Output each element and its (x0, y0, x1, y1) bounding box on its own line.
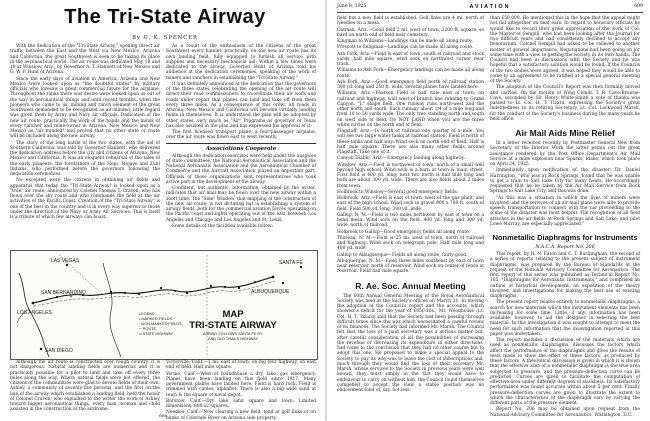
field-entry: Williams, Ariz.—Fearson Field is half mile east of town, on railroad and highway, wall west of branch line running to Grand Canyon, "L" shape field. One runway runs north-west and the other north and south. Each runway about 1/4 of a mile long and from 10 to 50 yards wide. The only tree standing north and south on west side of field. Do NOT LAND when you are the three white circles on the north end of field. (337, 91, 484, 128)
left-column-1-bottom (10, 360, 160, 414)
legend-item: ═ STATE HIGHWAY (139, 332, 174, 336)
field-entry: Barstow, Calif.—Dry lake sand square and town. Limited dimensions, 800 x2 squares. (166, 398, 316, 409)
body-paragraph: This report, by H. N. Eaton and C. T. Buckingham, the second of a series of reports relating to the present subject of instrument diaphragms, was prepared by the Bureau of Standards at the request of the National Advisory Committee for Aeronautics. The first report of this series was published as Technical Report No. 165, "Diaphragms for Aeronautic Instruments," and comprised an outline of historical development, an exposition of the theory involved, and investigations for making the best use of existing diaphragms. (490, 252, 640, 299)
byline: By G. K. SPENCER (132, 35, 198, 41)
body-paragraph: Immediately upon notification of the disaster, Dr. Daniel Harrington, "who was at Rock Springs, found that he was unable to get a train to Salt Lake City for many hours. He accordingly requested that he be taken by the Air Mail Service from Rock Springs to Salt Lake City, and this was done. (490, 168, 640, 195)
field-entry: Victorville, Calif.—1 mi. east of town, on big four highway, on east end of field. Half mile square. (166, 360, 316, 371)
section-subheading: Associations Cooperate (166, 143, 316, 152)
field-entry: Albuquerque, N. M.—Field three miles southeast by east of town near reservoir, north of reservoir. Wind sock on center of fence at reservoir. Field half mile square. (337, 258, 484, 275)
section-heading: Nonmetallic Diaphragms for Instruments (492, 233, 638, 242)
right-column-2 (490, 16, 640, 418)
body-paragraph: As a result of the enthusiasm of the citizens of the great Southwest every hamlet, practically, on the new air route has its own landing field, fully equipped to furnish all service with supplies and necessary mechanical aid. Within a few times were dedicated to the airway, Governor Hunt of Arizona told his audience at the dedication ceremonies, speaking of the work of miners and ranchers in establishing the "Tri-State Airway." (166, 44, 316, 81)
field-entry: Winslow, Ariz.—Field is northwest of town, north of a small well beyond high school. Wind sock is a barn at town & main street. First field is 400 yd. long; next two north is half mile long and both are about 300 yd. wide. There are also fields about 2 miles from town. (337, 162, 484, 189)
map-graphic (11, 251, 317, 359)
route-map (10, 250, 318, 360)
field-entry: Williams to Ash Fork—Emergency landings can be made all along route. (337, 68, 484, 79)
field-entry: field but a new field is established. Golf links are 4 mi. north of Needles on a mesa. (337, 16, 484, 27)
field-entry: Canyon Diablo, Ariz.—Emergency landing along highway. (337, 156, 466, 162)
section-heading: Air Mail Aids Mine Relief (515, 128, 615, 138)
city-label: SAN BERNARDINO (41, 290, 87, 296)
body-paragraph: No excepted were the citizens in obtaining air fields and apparatus that today the "Tri-State Airway" is looked upon as a "true" air route, announced by Colonel Thomas T. Craven, who has flown over the sky route and who commands the field at the air activities of the Pacific Coast. Creation of the "Tri-State Airway" is one of the best in the country and is in every way superior to those under the direction of the Navy or Army Air Services. This is itself is a tribute of which few airways can boast. (10, 178, 160, 220)
body-paragraph: Although the air route is constructed over rough country, it is not dangerous. Natural landing fields are numerous and it is practically possible for a pilot to land and take off every three miles along the way. Where natural fields were not offered, the citizens of the communities were glad to devote fields of their own. Ashley, a community of seventy-five persons, and the first on the line of the airway which established a landing field, held the honor of Colonel Craven, who explained to the writer the work of Ashley toward bigger aeronautical things, every man, woman and child assisted in the construction of the airdrome. (10, 360, 160, 413)
city-label: ALBUQUERQUE (251, 289, 290, 295)
body-paragraph: Confident, but authentic, information, obtained by the writer, indicates that air mail may be flown over the new airway within a short time. The "Side" Window, that mapping of the construction of the new air route, is not dictating but is establishing a system of airway fields, both for the commercial aviation forces operating on the Pacific coast and lights operating out of the east between Los Angeles and Chicago and Los Angeles and St. Louis. (166, 186, 316, 223)
body-paragraph: The 60th Annual General Meeting of the Royal Aeronautical Society was held at the Society's offices on March 31. In moving the adoption of the Council's report and the accounts, which showed a deficit for the year of £950.16s., Mr. Woodhouse (Lt. Col. H. T. Tizard) said that the Society had been passing through difficult times since the war which necessitated a careful review of its finances. The Society had informed Mr. Marsh. The Council felt that the loss of a paid secretary was a serious matter but, after careful consideration of all the possibilities of increasing the revenue or decreasing its expenditure in either directions, had come to the conclusion that they had no other course but to adopt this one. He proposed to make a special appeal to the Society to pay its way was to leave the cost of subscriptions and, much through they would find the loss of their secretary Mr. Marsh, whose services to the Society in previous years were well known, they must simply in the fact they would have to endeavour to carry on without him, the Council found themselves compelled to accept the view a stable position was no endowment fund of, say, not less (337, 293, 484, 393)
field-entry: Oatman, Ariz.—Good field 2 mi. west of town, 2200 ft. square, so hard on north end of field near cemetery. (337, 27, 484, 38)
body-paragraph: The report includes a discussion of the materials which are used as nonmetallic diaphragms, discusses the factors which affect the performance of the diaphragms and gives the results of tests made to show the effect of these factors, as produced by these factors. A theoretical discussion is given in which it is shown that the effective area of a nonmetallic diaphragm is the true area subjected to pressure, and the pressure-deflection curve can be predicted. Curves are given to facilitate the computation of effective area under different degrees of slackness. Its satisfactory performance was found accurate within about 5 per cent. Finally pressure-deflection curves are given to illustrate the extent to which the characteristics of the diaphragm vary by varying the different parts of the pressure element. (490, 338, 640, 406)
field-entry: Flagstaff, Ariz.—Is north of railroad one quarter of a mile. You will see two large water tanks at railroad station, Field is north of these tanks and half way. Wind sock on north end of field. Half is half mile square. There are also many other fields around Flagstaff. Take one of it. (337, 129, 484, 155)
body-paragraph: Report No. 206 may be obtained upon request from the National Advisory Committee for Aeronautics, Washington, D.C. (490, 407, 640, 418)
left-column-2 (166, 44, 316, 249)
field-entry: Thoreau, N. M.—Field is 25 mi. west of town, north of railroad and highway. Wind sock on telegraph pole. Half mile long and 400 yd. wide. (337, 235, 484, 252)
field-entry: Needles, Calif.—Now clearing a new field, tend at golf links or on banks of Colorado River on Arizona side property. (166, 410, 316, 421)
right-column-1 (337, 16, 484, 414)
body-paragraph: Since the early days of aviation in America, Arizona and New Mexico were looked upon as "the doubtful states" by military officials who foresaw a great commercial future for the airplane. Throughout the ranks there was desire were looked upon as out of the way in aeronautical things and until recent months, when the pioneers who came to us, mining and ranch element of the great Southwest demanded to be recognized as air-minded, little regard was given them by Army and Navy air officials. Dedication of the new air route, practically the work of the hands and the minds of every rancher and mine-owner in Arizona, New Mexico and New Mexico as "air minded" and proved that no other state or route will be included along the new airway. (10, 76, 160, 140)
city-label: SANTA FE (279, 260, 303, 266)
journal-name: AVIATION (469, 4, 511, 10)
map-title: MAP (222, 309, 244, 320)
field-entry: Gallup to Albuquerque—Fields all along route, fairly good. (337, 252, 468, 258)
body-paragraph: Some details of the facilities available follow: (172, 223, 273, 229)
field-entry: Ash Fork, Ariz.—Good emergency field north of railroad station 500 yd. long and 250 ft. wide. Several planes have landed here. (337, 79, 484, 90)
legend-item: ◦ NON-MARKED FIELDS (139, 322, 182, 326)
field-entry: Ash Fork, Ariz.—Field is east of town, south of railroad and stock yards, half mile square, wind sock on northwest corner near track. (337, 51, 484, 67)
field-entry: Holbrook to Winslow—Several good emergency fields. (337, 189, 458, 195)
body-paragraph: The adoption of the Council's Report was then formally moved and carried. On the motion of Wing Comdr. T. R. Cave-Browne-Cave, seconded by Sir Henry White-Smith a vote of thanks was passed to Lt. Col. H. T. Tizard, expressing the Society's great indebtedness to its retiring Secretary, Lt. Col. Lockwood Marsh, for the conduct of the Society's business during the many years he held office. (490, 85, 640, 122)
body-paragraph: than £50,000. He mentioned this in the hope that the appeal might not fall altogether on deaf ears. In regard to honorary officials he would like to record their great appreciation of the work of Col. the Master of Sempill, who had been looking after the Journal for two difficult years and had consistently declined to accept any honorarium. Colonel Sempill had asked to be relieved to another matter of general importance. Negotiations had been going on for some time with a view to getting the Society in its own hands. The Council had been in discussions with the Society and he was hopeful that a satisfactory solution would be found. If the Councils of the two bodies were agreed, it was hoped they would be able to come to an agreement to be ratified at a special general meeting of the Society. (490, 16, 640, 84)
map-title: TRI-STATE AIRWAY (189, 320, 277, 331)
map-subtitle: AND OLD TRAILS HIGHWAY (208, 337, 258, 341)
left-column-1 (10, 44, 160, 249)
map-subtitle: AIRWAY FOLLOWS SANTA FE RY. (203, 332, 263, 336)
body-paragraph: "As this was a situation in which the lives of miners were involved, and the services of an air mail plane were able to provide speedy transportation to connect with the car proceeding to the scene of the disaster was most helpful. The recognition of all field attaches in the air fields at Rock Springs and Salt Lake, and pilot Lowe Murray, are especially appreciated." (490, 195, 640, 227)
article-title: The Tri-State Airway (64, 6, 266, 28)
body-paragraph: Although the dedication exercises were held under the auspices of state committees, the National Aeronautical Association and the National Aeronautic Association and the Aeronautical Chamber of Commerce and the Aircraft Association played an important part. Officials of those organizations sent representatives who took active part in the development of the airway. (166, 153, 316, 185)
page-number: 608 (159, 413, 167, 418)
field-entry: Yermo, Calif.—West of roundhouse a dry, lake, gas emergency. Planes have been landing on this field since 1917. Many government planes have landed here. Field is hard rock. Field is trimmed with cables, alphabet. There is also a big wide sand at town & the square of naval depot. (166, 371, 316, 398)
legend-item: • MARKED FIELDS (139, 317, 172, 321)
field-entry: Holbrook to Gallup—Good emergency fields all along route. (337, 229, 471, 235)
right-page (327, 0, 650, 420)
field-entry: Prescott to Seligman—Landings can be made all along route. (337, 45, 474, 51)
body-paragraph: The first licensed transport plane, a four-passenger airplane, over the air route was flown east to west recently. (166, 130, 316, 141)
field-entry: Holbrook, Ariz.—Field is east of town, west of the gas plant, and east of the high school. Wind sock in gravel 900 x 700 ft. south of field. Field 500 yd. long, 300 yd. wide. (337, 196, 484, 212)
section-heading: R. Ae. Soc. Annual Meeting (355, 280, 466, 291)
body-paragraph: In a letter received recently by Postmaster General New from Secretary of the Interior Work the latter points out the great assistance rendered by the Post Office Department's Air Mail Service at a mine explosion near Sparks, Idaho, which took place on April 24, 1925. (490, 141, 640, 167)
report-number: N.A.C.A. Report No. 206 (535, 245, 595, 250)
map-legend (138, 312, 182, 336)
body-paragraph: The present report relates entirely to nonmetallic diaphragms, a search for new materials which the instrument elements has been increasing for some time. Little, if any, information has been available, however, to aid the designer in selecting the best material. In this investigation it was sought to attempt to meet the need for such information that the investigation reported in this paper was undertaken. (490, 300, 640, 337)
running-header (337, 4, 643, 13)
left-column-2-bottom (166, 360, 316, 421)
issue-date: June 8, 1925 (337, 4, 367, 9)
city-label: LAS VEGAS (51, 258, 80, 264)
field-entry: Gallup, N. M.—Field is two miles northwest by east of town on a bend mesa. Wind sock on the field. 400 yd. long and 300 yd. wide, north of railroad. (337, 212, 484, 229)
legend-title: LEGEND (139, 312, 155, 316)
body-paragraph: With the dedication of the "Tri-State Airway," opening direct air traffic between the East and the West via New Mexico, Arizona and California, the great Southwest is seen to be taking its place in the aeronautical world. The air route was dedicated May 18 and 19 at Winslow, Ariz., by Governor A. T. Hannett of New Mexico and G. W. P. Hunt of Arizona. (10, 44, 160, 76)
field-entry: Kingman to Williams—Landings can be made all along route. (337, 39, 474, 44)
city-label: SAN DIEGO (45, 348, 73, 354)
body-paragraph: The story of the long battle of the two states, with the aid of Southern California, was told by Governor Hannett, who delivered the dedication address before the city and citizens of Arizona, New Mexico and California. It was an eloquent rehearsal of the tales of the early pioneers, the forefathers of the Hopi, Mojave and Zuni Indians, who performed before the governors following the dedication ceremonies. (10, 140, 160, 177)
body-paragraph: It was definitely announced at the dedication that the governors of the three states celebrating the opening of the air route will direct their road commissioners to co-ordinate their air work and roads under repair that planes can land and take off from them every three miles. As a consequence of this order, all roads in Arizona, New Mexico and California will become virtually landing fields in themselves. It is understood the plan will be adopted by other states, very much as "Air" Programs as governor of Texas has also assisted in the plan and has expressed his approval of it. (166, 81, 316, 129)
city-label: LOS ANGELES (17, 310, 52, 316)
page-number: 609 (634, 4, 643, 9)
legend-item: ─ ROUTE (139, 327, 157, 331)
